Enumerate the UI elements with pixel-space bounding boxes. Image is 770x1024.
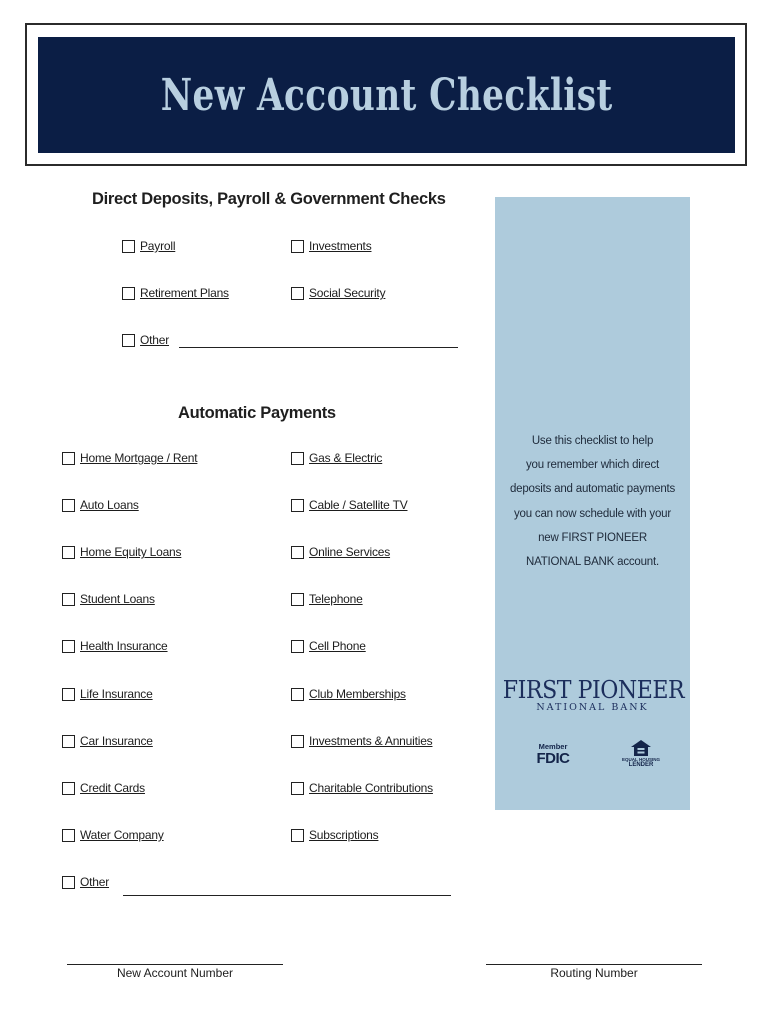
checklist-item-label: Payroll [140, 239, 176, 253]
header-frame [25, 23, 747, 166]
checklist-item-social-security[interactable] [291, 286, 385, 300]
checklist-item-label: Charitable Contributions [309, 781, 433, 795]
checklist-item[interactable] [62, 545, 181, 559]
checklist-item-label: Health Insurance [80, 639, 168, 653]
checkbox[interactable] [291, 546, 304, 559]
checkbox[interactable] [62, 735, 75, 748]
account-number-label: New Account Number [116, 966, 234, 980]
page-title: New Account Checklist [160, 69, 613, 121]
checkbox[interactable] [291, 287, 304, 300]
checkbox[interactable] [291, 735, 304, 748]
fdic-text: FDIC [536, 750, 570, 767]
checkbox[interactable] [62, 499, 75, 512]
checklist-item-label: Club Memberships [309, 687, 406, 701]
direct-deposits-title: Direct Deposits, Payroll & Government Checks [92, 190, 446, 208]
checklist-item-payroll[interactable] [122, 239, 175, 253]
checklist-item-label: Retirement Plans [140, 286, 229, 300]
sidebar-line: you can now schedule with your [513, 507, 671, 520]
lender-text: LENDER [628, 762, 654, 768]
checklist-item-label: Water Company [80, 828, 164, 842]
sidebar-line: you remember which direct [525, 459, 660, 472]
info-sidebar [495, 197, 690, 810]
checklist-item[interactable] [62, 687, 153, 701]
checklist-item[interactable] [291, 592, 363, 606]
sidebar-instructions [495, 429, 690, 574]
checklist-item[interactable] [62, 592, 155, 606]
checklist-item[interactable] [62, 639, 168, 653]
checklist-item-label: Home Mortgage / Rent [80, 451, 198, 465]
checkbox[interactable] [291, 640, 304, 653]
checkbox[interactable] [62, 688, 75, 701]
checklist-item-label: Investments & Annuities [309, 734, 433, 748]
checklist-item-retirement-plans[interactable] [122, 286, 229, 300]
checkbox[interactable] [62, 876, 75, 889]
routing-number-label: Routing Number [550, 966, 638, 980]
checklist-item[interactable] [291, 828, 378, 842]
checklist-item[interactable] [62, 875, 109, 889]
automatic-payments-title: Automatic Payments [178, 404, 336, 422]
checklist-item-label: Investments [309, 239, 372, 253]
checkbox[interactable] [291, 782, 304, 795]
equal-housing-lender-logo [621, 739, 661, 769]
checklist-item[interactable] [291, 451, 382, 465]
sidebar-line: deposits and automatic payments [509, 483, 676, 496]
checklist-item-label: Online Services [309, 545, 391, 559]
checklist-item-label: Cable / Satellite TV [309, 498, 408, 512]
checkbox[interactable] [291, 499, 304, 512]
checklist-item-label: Life Insurance [80, 687, 153, 701]
checklist-item-label: Social Security [309, 286, 386, 300]
sidebar-line: new FIRST PIONEER [538, 531, 647, 544]
checklist-item-other-deposit[interactable] [122, 333, 169, 347]
checkbox[interactable] [122, 287, 135, 300]
checkbox[interactable] [291, 452, 304, 465]
bank-logo-subtitle: NATIONAL BANK [536, 702, 649, 713]
header-banner [38, 37, 735, 153]
checkbox[interactable] [62, 640, 75, 653]
bank-logo-name: FIRST PIONEER [502, 676, 685, 704]
checklist-item[interactable] [291, 498, 408, 512]
checkbox[interactable] [62, 546, 75, 559]
checklist-item[interactable] [62, 498, 139, 512]
checkbox[interactable] [62, 829, 75, 842]
checklist-item-label: Car Insurance [80, 734, 153, 748]
routing-number-line[interactable] [486, 964, 702, 965]
checklist-item-label: Other [140, 333, 170, 347]
checkbox[interactable] [291, 688, 304, 701]
checklist-item-label: Other [80, 875, 110, 889]
other-deposit-fill-line[interactable] [179, 347, 458, 348]
checklist-item-label: Auto Loans [80, 498, 139, 512]
checkbox[interactable] [62, 452, 75, 465]
sidebar-line: Use this checklist to help [531, 435, 654, 447]
account-number-line[interactable] [67, 964, 283, 965]
checkbox[interactable] [62, 782, 75, 795]
checklist-item-investments[interactable] [291, 239, 372, 253]
checklist-item-label: Home Equity Loans [80, 545, 182, 559]
checklist-item-label: Credit Cards [80, 781, 145, 795]
checklist-item[interactable] [62, 828, 164, 842]
other-payment-fill-line[interactable] [123, 895, 451, 896]
checklist-item[interactable] [62, 734, 153, 748]
checklist-item-label: Student Loans [80, 592, 155, 606]
checklist-item[interactable] [291, 734, 432, 748]
bank-logo [495, 677, 690, 713]
checklist-item[interactable] [291, 545, 390, 559]
checkbox[interactable] [291, 829, 304, 842]
checklist-item[interactable] [291, 639, 366, 653]
checkbox[interactable] [122, 240, 135, 253]
house-icon [630, 739, 652, 757]
fdic-logo [533, 743, 573, 766]
fdic-member-text: Member [538, 742, 568, 751]
checklist-item[interactable] [62, 451, 197, 465]
checkbox[interactable] [291, 240, 304, 253]
sidebar-line: NATIONAL BANK account. [525, 556, 659, 569]
checklist-item[interactable] [291, 687, 406, 701]
checklist-item[interactable] [291, 781, 433, 795]
checklist-item[interactable] [62, 781, 145, 795]
checkbox[interactable] [291, 593, 304, 606]
checklist-item-label: Telephone [309, 592, 363, 606]
checkbox[interactable] [62, 593, 75, 606]
checkbox[interactable] [122, 334, 135, 347]
equal-housing-text: EQUAL HOUSING [622, 757, 660, 762]
checklist-item-label: Cell Phone [309, 639, 366, 653]
checklist-item-label: Gas & Electric [309, 451, 383, 465]
checklist-item-label: Subscriptions [309, 828, 379, 842]
